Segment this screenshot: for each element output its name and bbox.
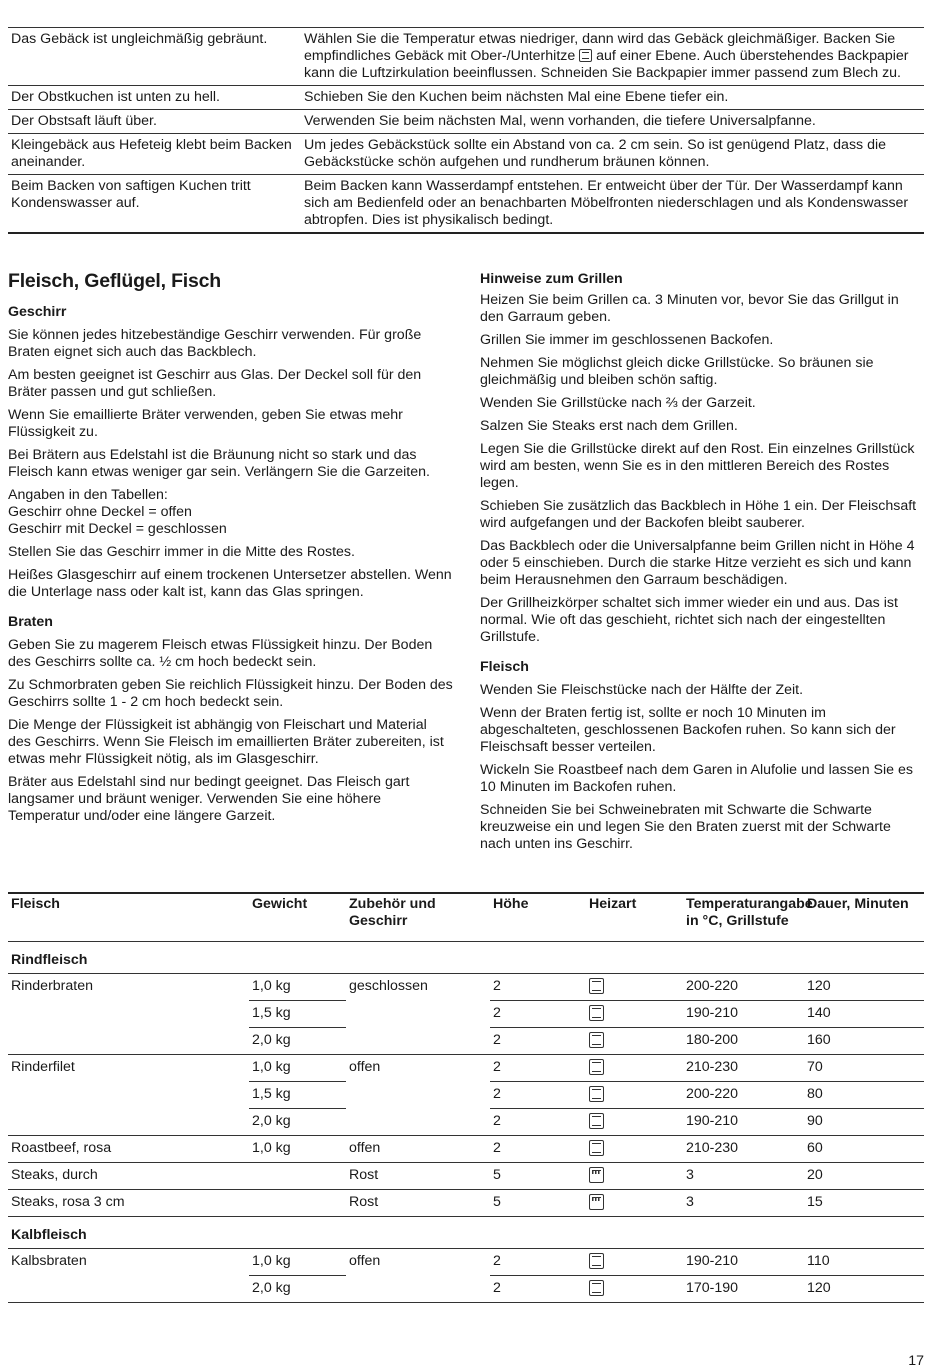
duration-cell: 80: [804, 1082, 924, 1109]
heading-grillen: Hinweise zum Grillen: [480, 271, 623, 287]
temperature-cell: 190-210: [683, 1249, 804, 1276]
table-row: [8, 1190, 924, 1217]
heating-mode-cell: [586, 1163, 683, 1190]
duration-cell: 120: [804, 1276, 924, 1303]
meat-name-cell: [8, 1001, 249, 1028]
top-bottom-heat-icon: [589, 1005, 604, 1021]
heating-mode-cell: [586, 1276, 683, 1303]
meat-name-cell: Steaks, durch: [8, 1163, 249, 1190]
weight-cell: 2,0 kg: [249, 1109, 346, 1136]
temperature-cell: 170-190: [683, 1276, 804, 1303]
problem-cell: Kleingebäck aus Hefeteig klebt beim Backen aneinander.: [8, 134, 301, 175]
table-legend: [8, 487, 453, 538]
heading-geschirr: Geschirr: [8, 304, 67, 320]
accessory-cell: offen: [346, 1136, 490, 1163]
level-cell: 2: [490, 1082, 586, 1109]
left-column: [8, 270, 453, 831]
solution-text: Wählen Sie die Temperatur etwas niedriger, dann wird das Gebäck gleichmäßiger. Backen Sie empfindliches Gebäck mit Ober-/Unterhitze: [304, 31, 896, 64]
header-zubehoer: Zubehör und Geschirr: [346, 893, 490, 942]
solution-cell: Verwenden Sie beim nächsten Mal, wenn vorhanden, die tiefere Universalpfanne.: [301, 110, 924, 134]
weight-cell: 1,5 kg: [249, 1082, 346, 1109]
duration-cell: 90: [804, 1109, 924, 1136]
problem-cell: Beim Backen von saftigen Kuchen tritt Kondenswasser auf.: [8, 175, 301, 234]
header-gewicht: Gewicht: [249, 893, 346, 942]
table-group-row: [8, 1217, 924, 1249]
paragraph: Bei Brätern aus Edelstahl ist die Bräunung nicht so stark und das Fleisch kann etwas weniger gar sein. Verlängern Sie die Garzeiten.: [8, 447, 430, 480]
table-row: [8, 110, 924, 134]
heating-mode-cell: [586, 1136, 683, 1163]
temperature-cell: 190-210: [683, 1001, 804, 1028]
table-row: [8, 1249, 924, 1276]
paragraph: Wickeln Sie Roastbeef nach dem Garen in Alufolie und lassen Sie es 10 Minuten im Backofen ruhen.: [480, 762, 913, 795]
heating-mode-cell: [586, 1109, 683, 1136]
paragraph: Zu Schmorbraten geben Sie reichlich Flüssigkeit hinzu. Der Boden des Geschirrs sollte 1 - 2 cm hoch bedeckt sein.: [8, 677, 453, 710]
paragraph: Das Backblech oder die Universalpfanne beim Grillen nicht in Höhe 4 oder 5 einschieben. Durch die starke Hitze verzieht es sich und kann beim Herausnehmen den Garraum beschädigen.: [480, 538, 915, 588]
heading-braten: Braten: [8, 614, 53, 630]
header-temperatur: Temperaturangabe in °C, Grillstufe: [683, 893, 804, 942]
duration-cell: 110: [804, 1249, 924, 1276]
heating-mode-cell: [586, 1001, 683, 1028]
level-cell: 2: [490, 1136, 586, 1163]
table-row: [8, 1028, 924, 1055]
heating-mode-cell: [586, 1190, 683, 1217]
level-cell: 2: [490, 1001, 586, 1028]
paragraph: Grillen Sie immer im geschlossenen Backofen.: [480, 332, 774, 348]
heating-mode-cell: [586, 1028, 683, 1055]
level-cell: 5: [490, 1163, 586, 1190]
paragraph: Salzen Sie Steaks erst nach dem Grillen.: [480, 418, 738, 434]
solution-cell: [301, 28, 924, 86]
accessory-cell: [346, 1276, 490, 1303]
heating-mode-cell: [586, 1055, 683, 1082]
problem-cell: Das Gebäck ist ungleichmäßig gebräunt.: [8, 28, 301, 86]
weight-cell: 1,0 kg: [249, 974, 346, 1001]
duration-cell: 60: [804, 1136, 924, 1163]
table-row: [8, 974, 924, 1001]
top-bottom-heat-icon: [589, 1032, 604, 1048]
top-bottom-heat-icon: [589, 1086, 604, 1102]
meat-name-cell: Kalbsbraten: [11, 1253, 87, 1269]
temperature-cell: 3: [683, 1190, 804, 1217]
paragraph: Wenn Sie emaillierte Bräter verwenden, geben Sie etwas mehr Flüssigkeit zu.: [8, 407, 403, 440]
table-row: [8, 1276, 924, 1303]
temperature-cell: 210-230: [683, 1055, 804, 1082]
right-column: [480, 271, 924, 859]
table-group-row: [8, 942, 924, 974]
top-bottom-heat-icon: [589, 1253, 604, 1269]
solution-cell: Um jedes Gebäckstück sollte ein Abstand von ca. 2 cm sein. So ist genügend Platz, dass die Gebäckstücke schön aufgehen und rundherum bräunen können.: [301, 134, 924, 175]
paragraph: Bräter aus Edelstahl sind nur bedingt geeignet. Das Fleisch gart langsamer und bräunt weniger. Verwenden Sie eine höhere Temperatur und/oder eine längere Garzeit.: [8, 774, 410, 824]
weight-cell: [249, 1190, 346, 1217]
grill-icon: [589, 1194, 604, 1210]
meat-name-cell: Steaks, rosa 3 cm: [8, 1190, 249, 1217]
top-bottom-heat-icon: [589, 1140, 604, 1156]
table-row: [8, 28, 924, 86]
table-row: [8, 86, 924, 110]
meat-name-cell: [8, 1082, 249, 1109]
duration-cell: 140: [804, 1001, 924, 1028]
duration-cell: 160: [804, 1028, 924, 1055]
temperature-cell: 200-220: [683, 974, 804, 1001]
paragraph: Am besten geeignet ist Geschirr aus Glas. Der Deckel soll für den Bräter passen und gut schließen.: [8, 367, 422, 400]
accessory-cell: [346, 1001, 490, 1028]
paragraph: Heißes Glasgeschirr auf einem trockenen Untersetzer abstellen. Wenn die Unterlage nass oder kalt ist, kann das Glas springen.: [8, 567, 452, 600]
accessory-cell: offen: [349, 1253, 381, 1269]
paragraph: Legen Sie die Grillstücke direkt auf den Rost. Ein einzelnes Grillstück wird am besten, wenn Sie es in den mittleren Bereich des Rostes legen.: [480, 441, 915, 491]
level-cell: 2: [490, 1109, 586, 1136]
accessory-cell: [346, 1109, 490, 1136]
header-dauer: Dauer, Minuten: [804, 893, 924, 942]
header-fleisch: Fleisch: [8, 893, 249, 942]
duration-cell: 20: [804, 1163, 924, 1190]
grill-icon: [589, 1167, 604, 1183]
heating-mode-cell: [586, 1082, 683, 1109]
accessory-cell: offen: [349, 1059, 381, 1075]
meat-name-cell: Rinderbraten: [11, 978, 94, 994]
meat-name-cell: [8, 1276, 249, 1303]
meat-cooking-table: [8, 892, 924, 1303]
table-header-row: [8, 893, 924, 942]
table-row: [8, 1163, 924, 1190]
table-row: [8, 1001, 924, 1028]
paragraph: Geben Sie zu magerem Fleisch etwas Flüssigkeit hinzu. Der Boden des Geschirrs sollte ca. ½ cm hoch bedeckt sein.: [8, 637, 433, 670]
temperature-cell: 210-230: [683, 1136, 804, 1163]
level-cell: 2: [490, 974, 586, 1001]
legend-line: Geschirr ohne Deckel = offen: [8, 504, 192, 520]
meat-name-cell: [8, 1028, 249, 1055]
table-row: [8, 134, 924, 175]
heating-mode-cell: [586, 1249, 683, 1276]
weight-cell: 1,5 kg: [249, 1001, 346, 1028]
temperature-cell: 180-200: [683, 1028, 804, 1055]
solution-text: auf einer Ebene. Auch überstehendes Backpapier kann die Luftzirkulation beeinflussen. Schneiden Sie Backpapier immer passend zum Blech zu.: [304, 48, 909, 81]
problem-cell: Der Obstsaft läuft über.: [8, 110, 301, 134]
weight-cell: 2,0 kg: [249, 1028, 346, 1055]
solution-cell: Schieben Sie den Kuchen beim nächsten Mal eine Ebene tiefer ein.: [301, 86, 924, 110]
paragraph: Wenden Sie Fleischstücke nach der Hälfte der Zeit.: [480, 682, 804, 698]
level-cell: 2: [490, 1276, 586, 1303]
baking-tips-table: [8, 27, 924, 234]
top-bottom-heat-icon: [579, 49, 592, 62]
section-title: Fleisch, Geflügel, Fisch: [8, 270, 222, 292]
duration-cell: 120: [804, 974, 924, 1001]
paragraph: Schneiden Sie bei Schweinebraten mit Schwarte die Schwarte kreuzweise ein und legen Sie den Braten zuerst mit der Schwarte nach unten ins Geschirr.: [480, 802, 891, 852]
header-heizart: Heizart: [586, 893, 683, 942]
paragraph: Der Grillheizkörper schaltet sich immer wieder ein und aus. Das ist normal. Wie oft das geschieht, richtet sich nach der eingestellten Grillstufe.: [480, 595, 898, 645]
duration-cell: 15: [804, 1190, 924, 1217]
meat-name-cell: Roastbeef, rosa: [8, 1136, 249, 1163]
group-label: Kalbfleisch: [8, 1217, 924, 1249]
legend-line: Geschirr mit Deckel = geschlossen: [8, 521, 227, 537]
table-row: [8, 175, 924, 234]
paragraph: Die Menge der Flüssigkeit ist abhängig von Fleischart und Material des Geschirrs. Wenn Sie Fleisch im emaillierten Bräter zubereiten, ist etwas mehr Flüssigkeit nötig, als im Glasgeschirr.: [8, 717, 444, 767]
paragraph: Heizen Sie beim Grillen ca. 3 Minuten vor, bevor Sie das Grillgut in den Garraum geben.: [480, 292, 899, 325]
temperature-cell: 3: [683, 1163, 804, 1190]
accessory-cell: Rost: [346, 1190, 490, 1217]
accessory-cell: [346, 1028, 490, 1055]
paragraph: Nehmen Sie möglichst gleich dicke Grillstücke. So bräunen sie gleichmäßig und bleiben schön saftig.: [480, 355, 874, 388]
meat-name-cell: Rinderfilet: [11, 1059, 75, 1075]
top-bottom-heat-icon: [589, 1059, 604, 1075]
group-label: Rindfleisch: [8, 942, 924, 974]
top-bottom-heat-icon: [589, 1280, 604, 1296]
weight-cell: 1,0 kg: [249, 1136, 346, 1163]
table-row: [8, 1109, 924, 1136]
header-hoehe: Höhe: [490, 893, 586, 942]
weight-cell: 1,0 kg: [249, 1249, 346, 1276]
meat-name-cell: [8, 1109, 249, 1136]
accessory-cell: [346, 1082, 490, 1109]
heading-fleisch: Fleisch: [480, 659, 529, 675]
paragraph: Stellen Sie das Geschirr immer in die Mitte des Rostes.: [8, 544, 355, 560]
duration-cell: 70: [804, 1055, 924, 1082]
paragraph: Sie können jedes hitzebeständige Geschirr verwenden. Für große Braten eignet sich auch das Backblech.: [8, 327, 422, 360]
page-number: 17: [908, 1353, 924, 1369]
legend-line: Angaben in den Tabellen:: [8, 487, 168, 503]
heating-mode-cell: [586, 974, 683, 1001]
top-bottom-heat-icon: [589, 978, 604, 994]
paragraph: Wenn der Braten fertig ist, sollte er noch 10 Minuten im abgeschalteten, geschlossenen Backofen ruhen. So kann sich der Fleischsaft besser verteilen.: [480, 705, 896, 755]
table-row: [8, 1136, 924, 1163]
weight-cell: 2,0 kg: [249, 1276, 346, 1303]
solution-cell: Beim Backen kann Wasserdampf entstehen. Er entweicht über der Tür. Der Wasserdampf kann sich am Bedienfeld oder an benachbarten Möbelfronten niederschlagen und als Kondenswasser abtropfen. Dies ist physikalisch bedingt.: [301, 175, 924, 234]
top-bottom-heat-icon: [589, 1113, 604, 1129]
temperature-cell: 190-210: [683, 1109, 804, 1136]
level-cell: 2: [490, 1249, 586, 1276]
problem-cell: Der Obstkuchen ist unten zu hell.: [8, 86, 301, 110]
table-row: [8, 1082, 924, 1109]
weight-cell: [249, 1163, 346, 1190]
paragraph: Schieben Sie zusätzlich das Backblech in Höhe 1 ein. Der Fleischsaft wird aufgefangen und der Backofen bleibt sauberer.: [480, 498, 917, 531]
accessory-cell: Rost: [346, 1163, 490, 1190]
temperature-cell: 200-220: [683, 1082, 804, 1109]
table-row: [8, 1055, 924, 1082]
level-cell: 2: [490, 1055, 586, 1082]
accessory-cell: geschlossen: [349, 978, 428, 994]
level-cell: 2: [490, 1028, 586, 1055]
level-cell: 5: [490, 1190, 586, 1217]
weight-cell: 1,0 kg: [249, 1055, 346, 1082]
meat-table-body: [8, 942, 924, 1303]
paragraph: Wenden Sie Grillstücke nach ⅔ der Garzeit.: [480, 395, 756, 411]
